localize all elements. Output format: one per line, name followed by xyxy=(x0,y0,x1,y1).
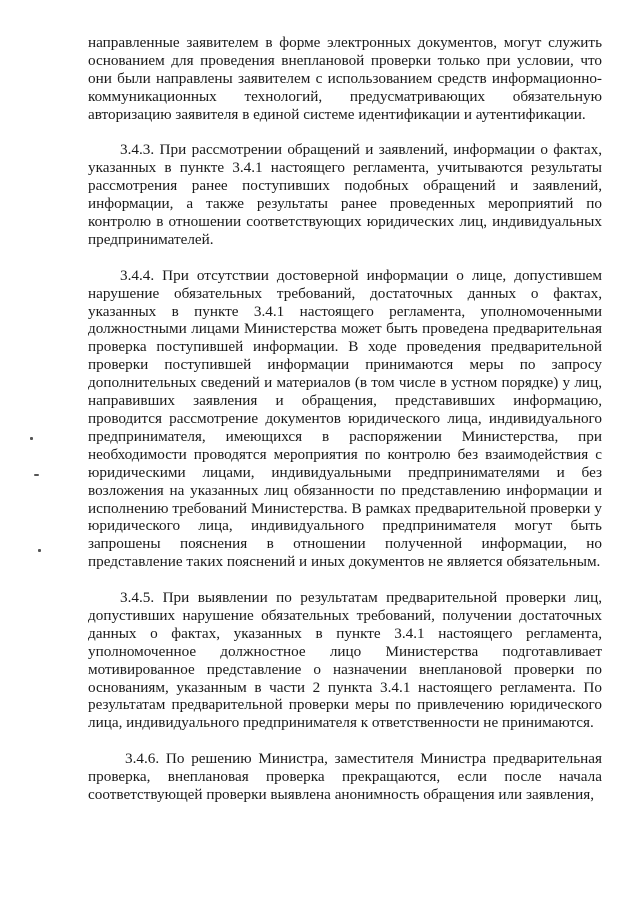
scan-speck xyxy=(38,549,41,552)
paragraph-continued: направленные заявителем в форме электронных документов, могут служить основанием для проведения внеплановой проверки только при условии, что они были направлены заявителем с использованием средств информационно-коммуникационных технологий, предусматривающих обязательную авторизацию заявителя в единой системе идентификации и аутентификации. xyxy=(88,34,602,123)
paragraph-3-4-4: 3.4.4. При отсутствии достоверной информации о лице, допустившем нарушение обязательных требований, достаточных данных о фактах, указанных в пункте 3.4.1 настоящего регламента, уполномоченными должностными лицами Министерства может быть проведена предварительная проверка поступившей информации. В ходе проведения предварительной проверки поступившей информации принимаются меры по запросу дополнительных сведений и материалов (в том числе в устном порядке) у лиц, направивших заявления и обращения, представивших информацию, проводится рассмотрение документов юридического лица, индивидуального предпринимателя, имеющихся в распоряжении Министерства, при необходимости проводятся мероприятия по контролю без взаимодействия с юридическими лицами, индивидуальными предпринимателями и без возложения на указанных лиц обязанности по представлению информации и исполнению требований Министерства. В рамках предварительной проверки у юридического лица, индивидуального предпринимателя могут быть запрошены пояснения в отношении полученной информации, но представление таких пояснений и иных документов не является обязательным. xyxy=(88,266,602,571)
scan-speck xyxy=(34,474,39,476)
paragraph-3-4-5: 3.4.5. При выявлении по результатам предварительной проверки лиц, допустивших нарушение обязательных требований, получении достаточных данных о фактах, указанных в пункте 3.4.1 настоящего регламента, уполномоченное должностное лицо Министерства подготавливает мотивированное представление о назначении внеплановой проверки по основаниям, указанным в части 2 пункта 3.4.1 настоящего регламента. По результатам предварительной проверки меры по привлечению юридического лица, индивидуального предпринимателя к ответственности не принимаются. xyxy=(88,589,602,732)
paragraph-3-4-6: 3.4.6. По решению Министра, заместителя Министра предварительная проверка, внеплановая проверка прекращаются, если после начала соответствующей проверки выявлена анонимность обращения или заявления, xyxy=(88,750,602,803)
paragraph-3-4-3: 3.4.3. При рассмотрении обращений и заявлений, информации о фактах, указанных в пункте 3.4.1 настоящего регламента, учитываются результаты рассмотрения ранее поступивших подобных обращений и заявлений, информации, а также результаты ранее проведенных мероприятий по контролю в отношении соответствующих юридических лиц, индивидуальных предпринимателей. xyxy=(88,141,602,248)
scan-speck xyxy=(30,437,33,440)
document-page xyxy=(88,34,602,822)
